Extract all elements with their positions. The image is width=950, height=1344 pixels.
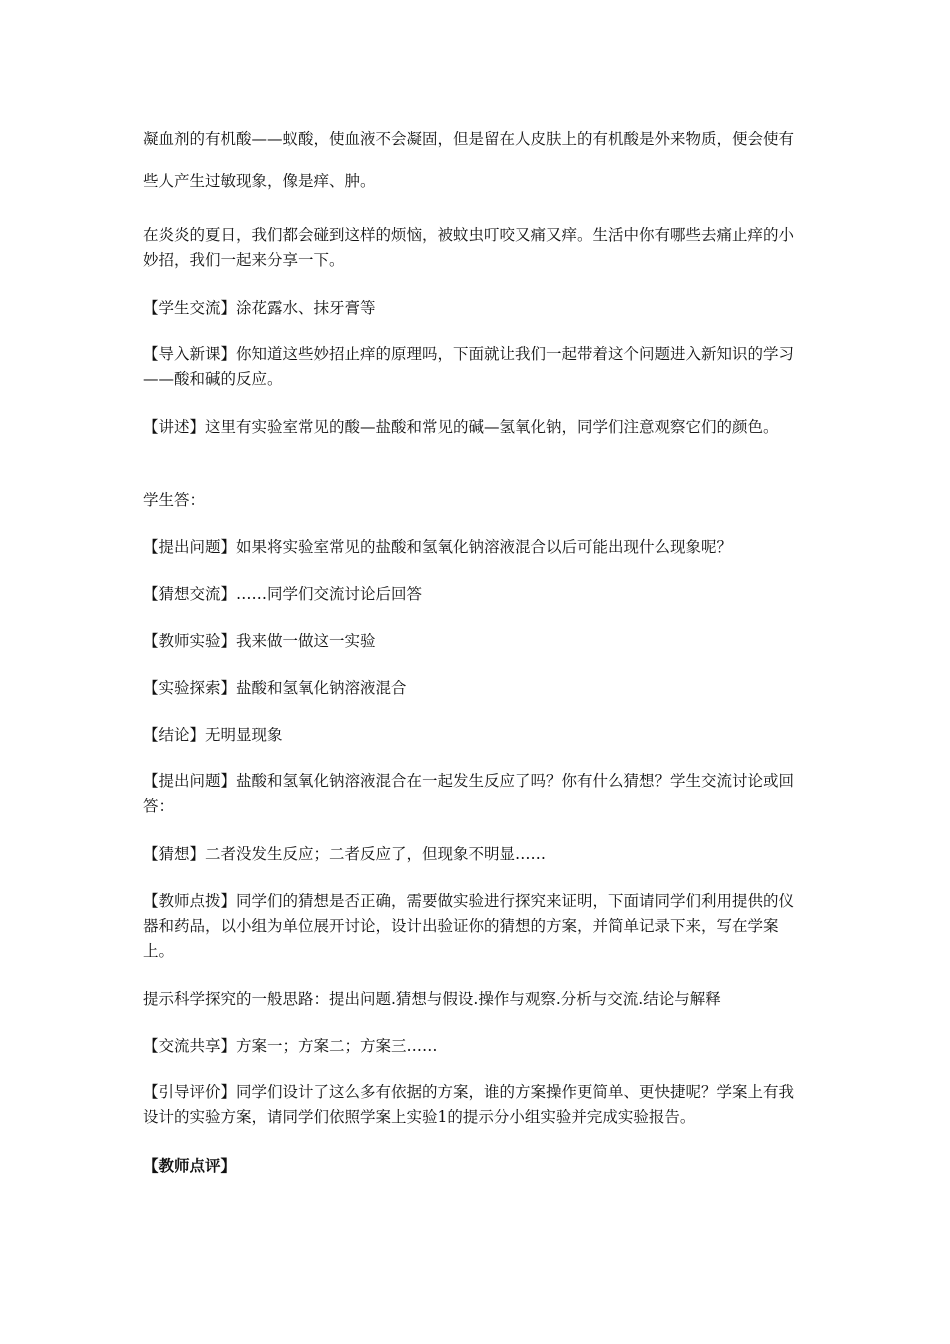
paragraph-15: 提示科学探究的一般思路：提出问题.猜想与假设.操作与观察.分析与交流.结论与解释 — [143, 990, 721, 1008]
paragraph-12: 【提出问题】盐酸和氢氧化钠溶液混合在一起发生反应了吗？你有什么猜想？学生交流讨论或回答： — [143, 772, 795, 815]
paragraph-3: 【学生交流】涂花露水、抹牙膏等 — [143, 299, 376, 317]
paragraph-5: 【讲述】这里有实验室常见的酸—盐酸和常见的碱—氢氧化钠，同学们注意观察它们的颜色。 — [143, 418, 779, 436]
paragraph-7: 【提出问题】如果将实验室常见的盐酸和氢氧化钠溶液混合以后可能出现什么现象呢？ — [143, 538, 733, 556]
paragraph-16: 【交流共享】方案一；方案二；方案三…… — [143, 1037, 438, 1055]
paragraph-1: 凝血剂的有机酸——蚁酸，使血液不会凝固，但是留在人皮肤上的有机酸是外来物质，便会使有些人产生过敏现象，像是痒、肿。 — [143, 130, 795, 190]
paragraph-18: 【教师点评】 — [143, 1156, 237, 1175]
paragraph-14: 【教师点拨】同学们的猜想是否正确，需要做实验进行探究来证明，下面请同学们利用提供的仪器和药品，以小组为单位展开讨论，设计出验证你的猜想的方案，并简单记录下来，写在学案上。 — [143, 892, 795, 960]
paragraph-9: 【教师实验】我来做一做这一实验 — [143, 632, 376, 650]
paragraph-10: 【实验探索】盐酸和氢氧化钠溶液混合 — [143, 679, 407, 697]
paragraph-2: 在炎炎的夏日，我们都会碰到这样的烦恼，被蚊虫叮咬又痛又痒。生活中你有哪些去痛止痒的小妙招，我们一起来分享一下。 — [143, 226, 795, 269]
paragraph-6: 学生答： — [143, 491, 206, 509]
paragraph-13: 【猜想】二者没发生反应；二者反应了，但现象不明显…… — [143, 845, 547, 863]
paragraph-11: 【结论】无明显现象 — [143, 726, 283, 744]
paragraph-17: 【引导评价】同学们设计了这么多有依据的方案，谁的方案操作更简单、更快捷呢？学案上有我设计的实验方案，请同学们依照学案上实验1的提示分小组实验并完成实验报告。 — [143, 1083, 795, 1126]
paragraph-4: 【导入新课】你知道这些妙招止痒的原理吗，下面就让我们一起带着这个问题进入新知识的学习——酸和碱的反应。 — [143, 345, 795, 388]
paragraph-8: 【猜想交流】……同学们交流讨论后回答 — [143, 585, 423, 603]
